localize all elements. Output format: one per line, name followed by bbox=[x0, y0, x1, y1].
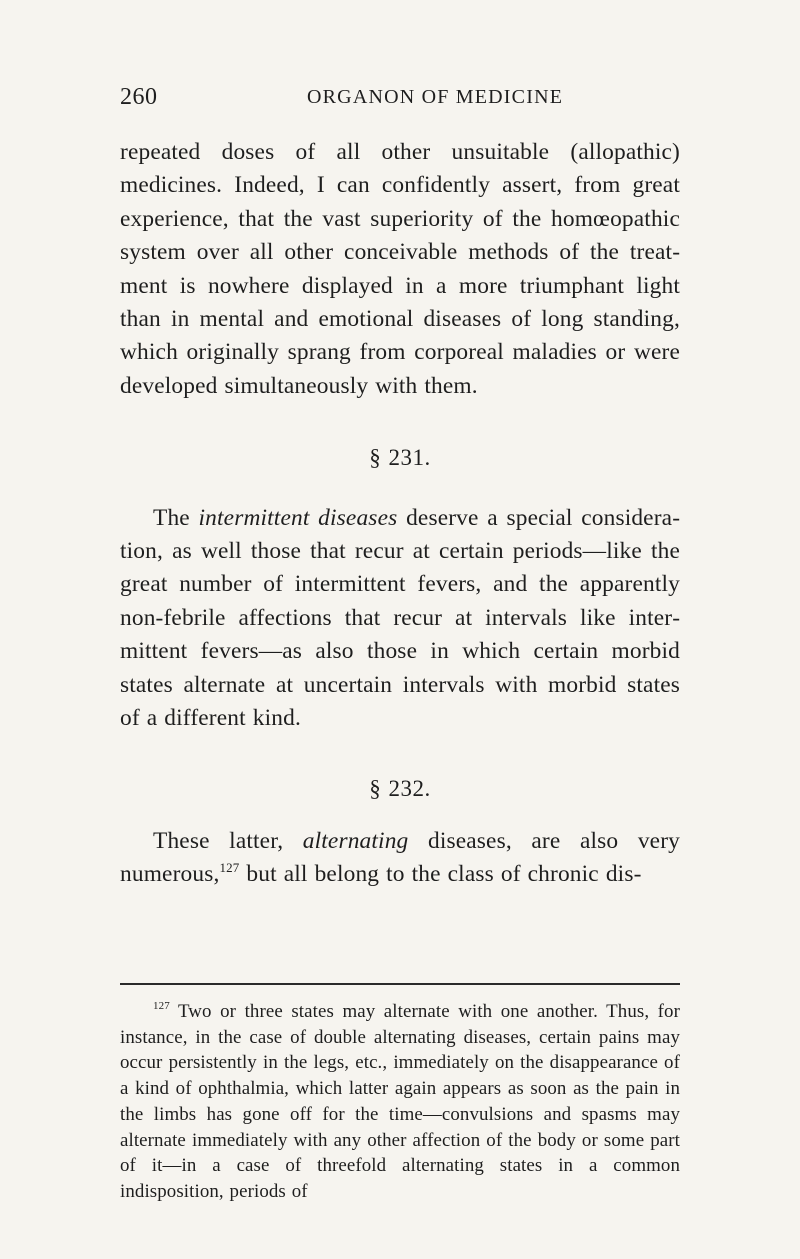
running-title: ORGANON OF MEDICINE bbox=[307, 86, 564, 108]
footnote bbox=[120, 999, 680, 1205]
paragraph-232-mid: diseases, are also very numerous, bbox=[120, 827, 681, 888]
footnote-divider bbox=[120, 983, 680, 985]
section-heading-232: § 232. bbox=[369, 775, 431, 801]
footnote-reference[interactable]: 127 bbox=[219, 860, 240, 876]
footnote-number: 127 bbox=[153, 1000, 170, 1012]
main-text bbox=[120, 136, 680, 892]
page-header bbox=[120, 84, 680, 118]
paragraph-231-start: The bbox=[153, 504, 199, 531]
paragraph-232-italic-term: alternating bbox=[302, 827, 409, 854]
page-number: 260 bbox=[120, 84, 158, 110]
section-heading-231: § 231. bbox=[369, 445, 431, 471]
paragraph-232 bbox=[120, 825, 680, 892]
paragraph-231-rest: deserve a special consideration, as well those that recur at certain periods—like the great number of intermittent fevers, and the apparently non-febrile affections that recur at intervals like intermittent fevers—as also those in which certain morbid states alternate at uncertain intervals with morbid states of a different kind. bbox=[120, 504, 680, 732]
paragraph-232-start: These latter, bbox=[153, 827, 303, 854]
paragraph-231-italic-term: intermittent diseases bbox=[198, 504, 398, 531]
paragraph-231 bbox=[120, 502, 680, 736]
footnote-text: Two or three states may alternate with one another. Thus, for instance, in the case of double alternating diseases, certain pains may occur persistently in the legs, etc., immediately on the disappearance of a kind of ophthalmia, which latter again appears as soon as the pain in the limbs has gone off for the time—convulsions and spasms may alternate immediately with any other affection of the body or some part of it—in a case of threefold alternating states in a common indisposition, periods of bbox=[120, 1001, 680, 1202]
paragraph-continued: repeated doses of all other unsuitable (allopathic) medicines. Indeed, I can confidently assert, from great experience, that the vast superiority of the homœopathic system over all other conceivable methods of the treatment is nowhere displayed in a more triumphant light than in mental and emotional diseases of long standing, which originally sprang from corporeal maladies or were developed simultaneously with them. bbox=[120, 139, 680, 399]
paragraph-232-rest: but all belong to the class of chronic dis- bbox=[239, 861, 642, 888]
